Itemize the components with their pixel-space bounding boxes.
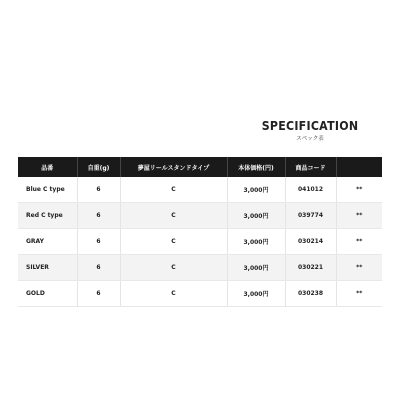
cell-stand-type: C <box>120 229 227 255</box>
spec-heading <box>250 118 370 142</box>
cell-product-code: 030214 <box>285 229 336 255</box>
table-row <box>18 281 382 307</box>
cell-product-code: 041012 <box>285 177 336 203</box>
cell-product-name: GOLD <box>18 281 77 307</box>
table-header-row <box>18 157 382 177</box>
table-row <box>18 255 382 281</box>
cell-extra: ** <box>336 281 382 307</box>
cell-extra: ** <box>336 229 382 255</box>
cell-stand-type: C <box>120 255 227 281</box>
cell-product-code: 030221 <box>285 255 336 281</box>
header-stand-type: 夢屋リールスタンドタイプ <box>120 157 227 177</box>
cell-price: 3,000円 <box>227 229 285 255</box>
table-row <box>18 177 382 203</box>
cell-product-code: 039774 <box>285 203 336 229</box>
cell-product-name: SILVER <box>18 255 77 281</box>
cell-product-name: Blue C type <box>18 177 77 203</box>
cell-stand-type: C <box>120 281 227 307</box>
cell-extra: ** <box>336 255 382 281</box>
cell-product-name: Red C type <box>18 203 77 229</box>
header-product-code: 商品コード <box>285 157 336 177</box>
cell-weight: 6 <box>77 203 120 229</box>
cell-price: 3,000円 <box>227 255 285 281</box>
header-extra <box>336 157 382 177</box>
cell-product-code: 030238 <box>285 281 336 307</box>
cell-price: 3,000円 <box>227 281 285 307</box>
cell-weight: 6 <box>77 255 120 281</box>
table-row <box>18 229 382 255</box>
cell-stand-type: C <box>120 177 227 203</box>
table-row <box>18 203 382 229</box>
cell-product-name: GRAY <box>18 229 77 255</box>
cell-extra: ** <box>336 177 382 203</box>
cell-extra: ** <box>336 203 382 229</box>
cell-weight: 6 <box>77 177 120 203</box>
page-subtitle: スペック表 <box>296 136 324 142</box>
cell-weight: 6 <box>77 229 120 255</box>
header-product-number: 品番 <box>18 157 77 177</box>
cell-weight: 6 <box>77 281 120 307</box>
cell-stand-type: C <box>120 203 227 229</box>
header-weight: 自重(g) <box>77 157 120 177</box>
cell-price: 3,000円 <box>227 203 285 229</box>
cell-price: 3,000円 <box>227 177 285 203</box>
page-title: SPECIFICATION <box>261 118 359 133</box>
header-price: 本体価格(円) <box>227 157 285 177</box>
spec-table <box>18 157 382 307</box>
